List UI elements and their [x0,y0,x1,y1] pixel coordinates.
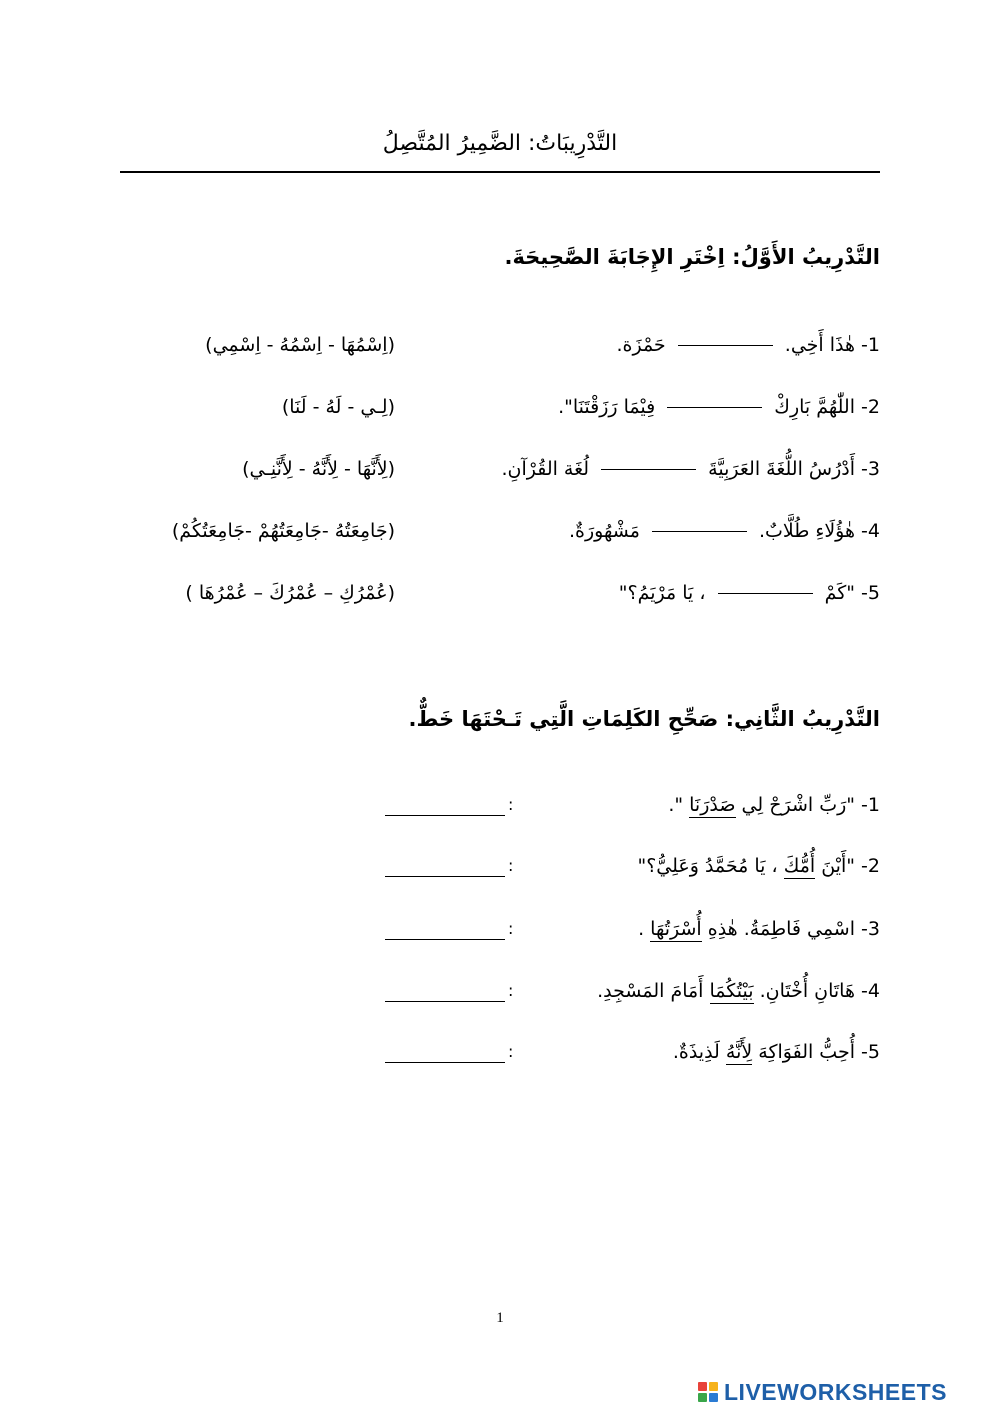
exercise1-options-2: (لِـي - لَهُ - لَنَا) [281,396,395,418]
question-number: 3- [861,918,880,940]
logo-square [709,1382,718,1391]
question-text-after: حَمْزَة. [616,334,666,356]
logo-square [698,1393,707,1402]
question-text-after: مَشْهُورَةٌ. [569,520,640,542]
colon: : [508,981,514,1000]
question-number: 4- [861,980,880,1002]
answer-blank[interactable] [652,531,747,532]
sentence-post: . [638,918,645,940]
answer-line-3[interactable] [385,939,505,940]
question-number: 5- [861,582,880,604]
exercise1-question-2 [558,392,880,422]
question-text-before: أَدْرُسُ اللُّغَةَ العَرَبِيَّةَ [708,458,855,480]
exercise2-sentence-1 [668,790,880,820]
question-text-after: فِيْمَا رَزَقْتَنَا". [558,396,656,418]
sentence-pre: هَاتَانِ أُخْتَانِ. [759,980,855,1002]
underlined-word: أُمُّكَ [783,855,816,877]
exercise1-question-5 [619,578,880,608]
colon: : [508,795,514,814]
colon: : [508,919,514,938]
exercise2-heading: التَّدْرِيبُ الثَّانِي: صَحِّحِ الكَلِمَاتِ الَّتِي تَـحْتَهَا خَطٌّ. [408,707,880,731]
answer-line-1[interactable] [385,815,505,816]
logo-square [698,1382,707,1391]
page-number: 1 [496,1310,504,1326]
question-text-before: "كَمْ [824,582,855,604]
question-text-before: هٰؤُلَاءِ طُلَّابٌ. [758,520,855,542]
underlined-word: لِأَنَّهُ [725,1041,753,1063]
question-number: 2- [861,396,880,418]
answer-line-5[interactable] [385,1062,505,1063]
exercise1-options-1: (اِسْمُهَا - اِسْمُهُ - اِسْمِي) [205,334,395,356]
answer-line-4[interactable] [385,1001,505,1002]
question-number: 1- [861,794,880,816]
question-text-before: اللّٰهُمَّ بَارِكْ [774,396,855,418]
sentence-post: ". [668,794,684,816]
answer-blank[interactable] [678,345,773,346]
question-text-after: ، يَا مَرْيَمُ؟" [618,582,706,604]
sentence-pre: "رَبِّ اشْرَحْ لِي [741,794,855,816]
sentence-post: أَمَامَ المَسْجِدِ. [597,980,704,1002]
page-title: التَّدْرِيبَاتُ: الضَّمِيرُ المُتَّصِلُ [382,131,618,156]
exercise1-heading: التَّدْرِيبُ الأَوَّلُ: اِخْتَرِ الإِجَابَةَ الصَّحِيحَةَ. [504,245,880,269]
logo-square [709,1393,718,1402]
answer-blank[interactable] [667,407,762,408]
liveworksheets-brand[interactable] [698,1380,947,1404]
exercise2-sentence-3 [638,914,880,944]
question-number: 2- [861,855,880,877]
sentence-post: ، يَا مُحَمَّدُ وَعَلِيُّ؟" [637,855,778,877]
exercise1-options-5: (عُمْرُكِ – عُمْرُكَ – عُمْرُهَا ) [185,582,395,604]
answer-blank[interactable] [718,593,813,594]
exercise2-sentence-2 [637,851,880,881]
answer-blank[interactable] [601,469,696,470]
answer-line-2[interactable] [385,876,505,877]
liveworksheets-logo-icon [698,1382,718,1402]
sentence-pre: أُحِبُّ الفَوَاكِهَ [758,1041,855,1063]
question-number: 3- [861,458,880,480]
colon: : [508,1042,514,1061]
question-text-before: هٰذَا أَخِي. [784,334,855,356]
exercise2-sentence-5 [673,1037,880,1067]
underlined-word: أُسْرَتُهَا [650,918,702,940]
exercise1-options-4: (جَامِعَتُهُ -جَامِعَتُهُمْ -جَامِعَتُكُمْ) [171,520,395,542]
sentence-post: لَذِيذَةٌ. [672,1041,720,1063]
question-number: 4- [861,520,880,542]
exercise1-question-3 [501,454,880,484]
exercise1-options-3: (لِأَنَّهَا - لِأَنَّهُ - لِأَنَّنِـي) [242,458,395,480]
underlined-word: صَدْرَنَا [689,794,736,816]
title-divider [120,171,880,173]
exercise1-question-4 [569,516,880,546]
question-number: 1- [861,334,880,356]
sentence-pre: اسْمِي فَاطِمَةُ. هٰذِهِ [707,918,855,940]
exercise2-sentence-4 [597,976,880,1006]
colon: : [508,856,514,875]
brand-text: LIVEWORKSHEETS [724,1378,947,1405]
question-number: 5- [861,1041,880,1063]
sentence-pre: "أَيْنَ [821,855,855,877]
question-text-after: لُغَة القُرْآنِ. [501,458,590,480]
underlined-word: بَيْتُكُمَا [709,980,754,1002]
exercise1-question-1 [616,330,880,360]
